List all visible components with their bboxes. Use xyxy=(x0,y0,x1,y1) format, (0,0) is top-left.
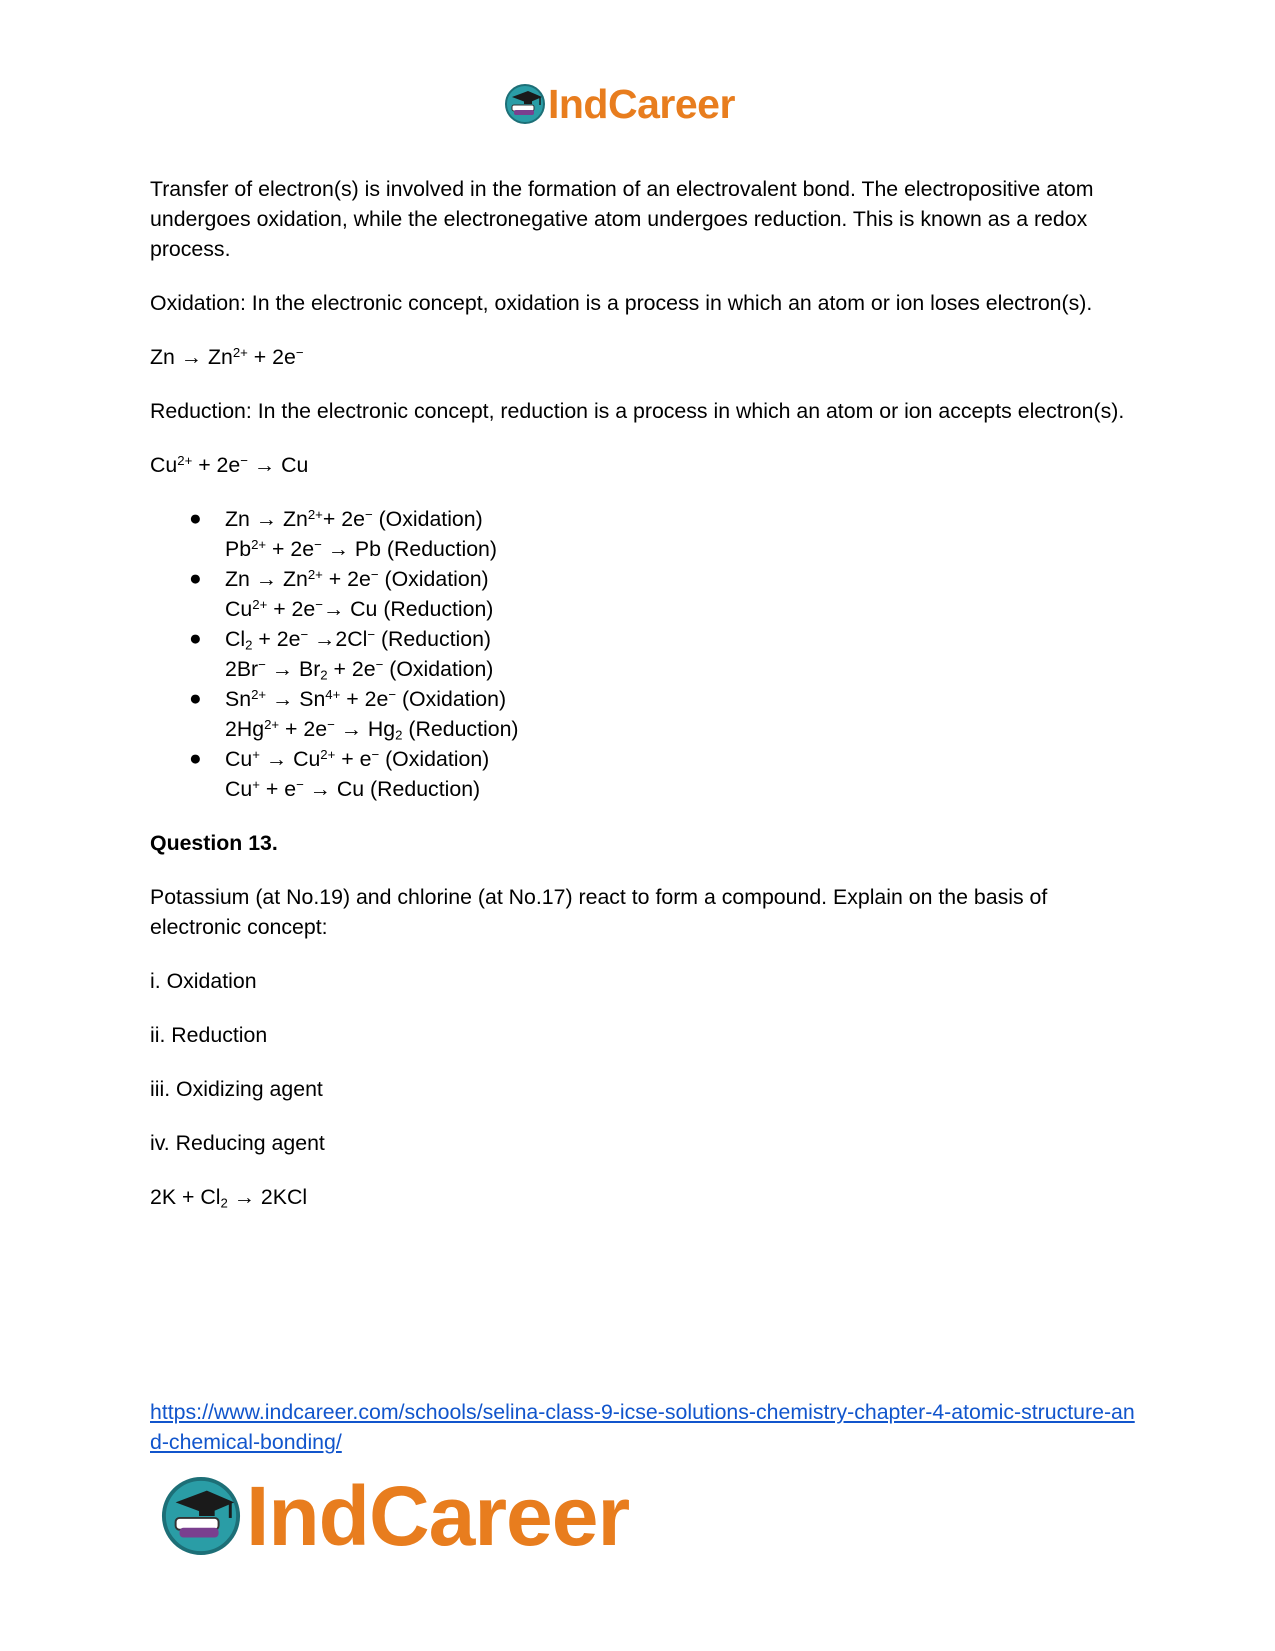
graduation-cap-icon xyxy=(160,1475,242,1557)
list-item: ● $Sn^{2+} \to Sn^{4+} + 2e^-$ (Oxidation) $2Hg^{2+} + 2e^- \to Hg_2$ (Reduction) xyxy=(150,684,1130,744)
oxidation-definition: Oxidation: In the electronic concept, oxidation is a process in which an atom or ion loses electron(s). xyxy=(150,291,1093,315)
indcareer-logo-top xyxy=(504,78,735,130)
oxidation-label: (Oxidation) xyxy=(385,747,490,771)
bullet-icon: ● xyxy=(189,627,202,650)
bullet-icon: ● xyxy=(189,687,202,710)
graduation-cap-icon xyxy=(504,83,546,125)
oxidation-label: (Oxidation) xyxy=(378,507,483,531)
reduction-label: (Reduction) xyxy=(380,627,492,651)
document-body xyxy=(150,174,1130,1236)
indcareer-logo-bottom xyxy=(160,1468,629,1564)
bullet-icon: ● xyxy=(189,747,202,770)
source-link[interactable]: https://www.indcareer.com/schools/selina-class-9-icse-solutions-chemistry-chapter-4-atomic-structure-and-chemical-bonding/ xyxy=(150,1400,1135,1454)
reduction-label: (Reduction) xyxy=(386,537,497,561)
intro-paragraph: Transfer of electron(s) is involved in the formation of an electrovalent bond. The electropositive atom undergoes oxidation, while the electronegative atom undergoes reduction. This is known as a redox process. xyxy=(150,177,1094,261)
question-title: Question 13. xyxy=(150,831,278,855)
redox-examples-list xyxy=(150,504,1130,804)
reduction-label: (Reduction) xyxy=(383,597,494,621)
logo-wordmark: IndCareer xyxy=(548,80,735,127)
list-item: ● $Zn \to Zn^{2+}+ 2e^-$ (Oxidation) $Pb^{2+} + 2e^- \to Pb$ (Reduction) xyxy=(150,504,1130,564)
question-item-ii: ii. Reduction xyxy=(150,1023,268,1047)
question-item-iv: iv. Reducing agent xyxy=(150,1131,325,1155)
oxidation-label: (Oxidation) xyxy=(401,687,507,711)
oxidation-label: (Oxidation) xyxy=(389,657,494,681)
list-item: ● $Cu^+ \to Cu^{2+} + e^-$ (Oxidation) Cu+ + e− → Cu (Reduction) xyxy=(150,744,1130,804)
equation-copper-reduction: $Cu^{2+} + 2e^- \to Cu$ xyxy=(150,452,309,477)
reduction-label: (Reduction) xyxy=(408,717,519,741)
list-item: ● $Zn \to Zn^{2+} + 2e^-$ (Oxidation) $Cu^{2+} + 2e^-\to Cu$ (Reduction) xyxy=(150,564,1130,624)
bullet-icon: ● xyxy=(189,507,202,530)
oxidation-label: (Oxidation) xyxy=(384,567,489,591)
equation-potassium-chloride: $2K + Cl_2 \to 2KCl$ xyxy=(150,1185,308,1211)
reduction-definition: Reduction: In the electronic concept, reduction is a process in which an atom or ion accepts electron(s). xyxy=(150,399,1125,423)
bullet-icon: ● xyxy=(189,567,202,590)
reduction-label: (Reduction) xyxy=(370,777,481,801)
equation-zinc-oxidation: $Zn \to Zn^{2+} + 2e^-$ xyxy=(150,344,304,369)
question-text: Potassium (at No.19) and chlorine (at No.17) react to form a compound. Explain on the basis of electronic concept: xyxy=(150,885,1048,939)
question-item-i: i. Oxidation xyxy=(150,969,257,993)
question-item-iii: iii. Oxidizing agent xyxy=(150,1077,323,1101)
logo-wordmark: IndCareer xyxy=(246,1468,630,1563)
list-item: ● $Cl_2 + 2e^- \to 2Cl^-$ (Reduction) $2Br^- \to Br_2 + 2e^-$ (Oxidation) xyxy=(150,624,1130,684)
